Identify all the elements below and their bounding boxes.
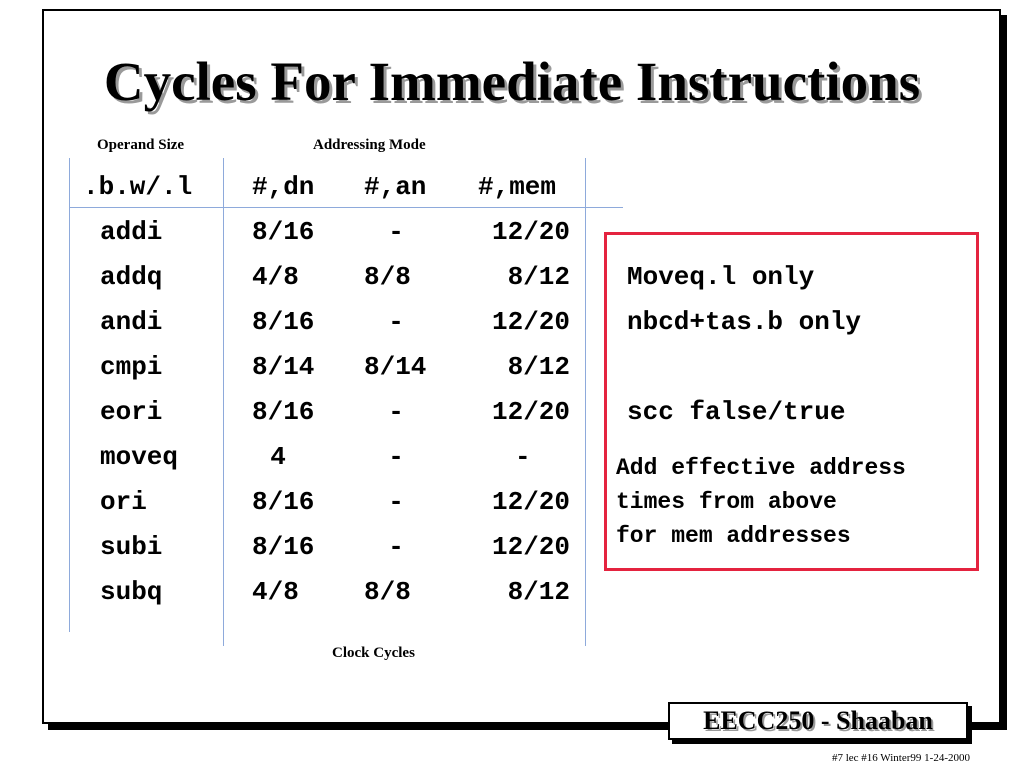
row-an: 8/14 xyxy=(364,352,427,382)
header-dn: #,dn xyxy=(252,172,315,202)
header-operand-size: .b.w/.l xyxy=(83,172,193,202)
row-an: - xyxy=(388,307,404,337)
operand-size-label: Operand Size xyxy=(97,137,185,153)
row-dn: 8/16 xyxy=(252,487,315,517)
row-an: - xyxy=(388,397,404,427)
header-an: #,an xyxy=(364,172,427,202)
course-footer: EECC250 - Shaaban xyxy=(668,702,968,740)
slide-title: Cycles For Immediate Instructions xyxy=(103,51,921,112)
ea-note-line-1: Add effective address xyxy=(616,455,906,481)
row-instruction: eori xyxy=(100,397,163,427)
row-an: - xyxy=(388,487,404,517)
row-dn: 4/8 xyxy=(252,262,299,292)
clock-cycles-label: Clock Cycles xyxy=(332,645,415,661)
lecture-footnote: #7 lec #16 Winter99 1-24-2000 xyxy=(831,752,970,764)
ea-note-line-2: times from above xyxy=(616,489,837,515)
row-mem: 12/20 xyxy=(491,217,570,247)
header-mem: #,mem xyxy=(478,172,557,202)
table-header-rule xyxy=(69,207,623,208)
row-instruction: moveq xyxy=(100,442,179,472)
row-instruction: subi xyxy=(100,532,163,562)
row-mem: 12/20 xyxy=(491,307,570,337)
row-mem: 8/12 xyxy=(507,577,570,607)
row-instruction: subq xyxy=(100,577,163,607)
scc-note: scc false/true xyxy=(627,397,846,427)
addressing-mode-label: Addressing Mode xyxy=(313,137,426,153)
row-mem: 12/20 xyxy=(491,532,570,562)
ea-note-line-3: for mem addresses xyxy=(616,523,851,549)
table-divider-line xyxy=(223,158,224,646)
table-right-line xyxy=(585,158,586,646)
row-mem: 8/12 xyxy=(507,352,570,382)
row-dn: 8/16 xyxy=(252,397,315,427)
moveq-note: Moveq.l only xyxy=(627,262,815,292)
row-an: 8/8 xyxy=(364,577,411,607)
row-mem: 12/20 xyxy=(491,487,570,517)
nbcd-note: nbcd+tas.b only xyxy=(627,307,862,337)
row-dn: 8/16 xyxy=(252,532,315,562)
row-instruction: cmpi xyxy=(100,352,163,382)
row-dn: 8/14 xyxy=(252,352,315,382)
table-left-line xyxy=(69,158,70,632)
row-mem: 12/20 xyxy=(491,397,570,427)
row-dn: 4/8 xyxy=(252,577,299,607)
row-instruction: addi xyxy=(100,217,163,247)
row-dn: 8/16 xyxy=(252,217,315,247)
row-instruction: addq xyxy=(100,262,163,292)
row-dn: 8/16 xyxy=(252,307,315,337)
row-an: 8/8 xyxy=(364,262,411,292)
row-an: - xyxy=(388,217,404,247)
row-mem: 8/12 xyxy=(507,262,570,292)
row-dn: 4 xyxy=(270,442,286,472)
row-instruction: andi xyxy=(100,307,163,337)
row-mem: - xyxy=(515,442,531,472)
row-an: - xyxy=(388,442,404,472)
row-an: - xyxy=(388,532,404,562)
row-instruction: ori xyxy=(100,487,147,517)
